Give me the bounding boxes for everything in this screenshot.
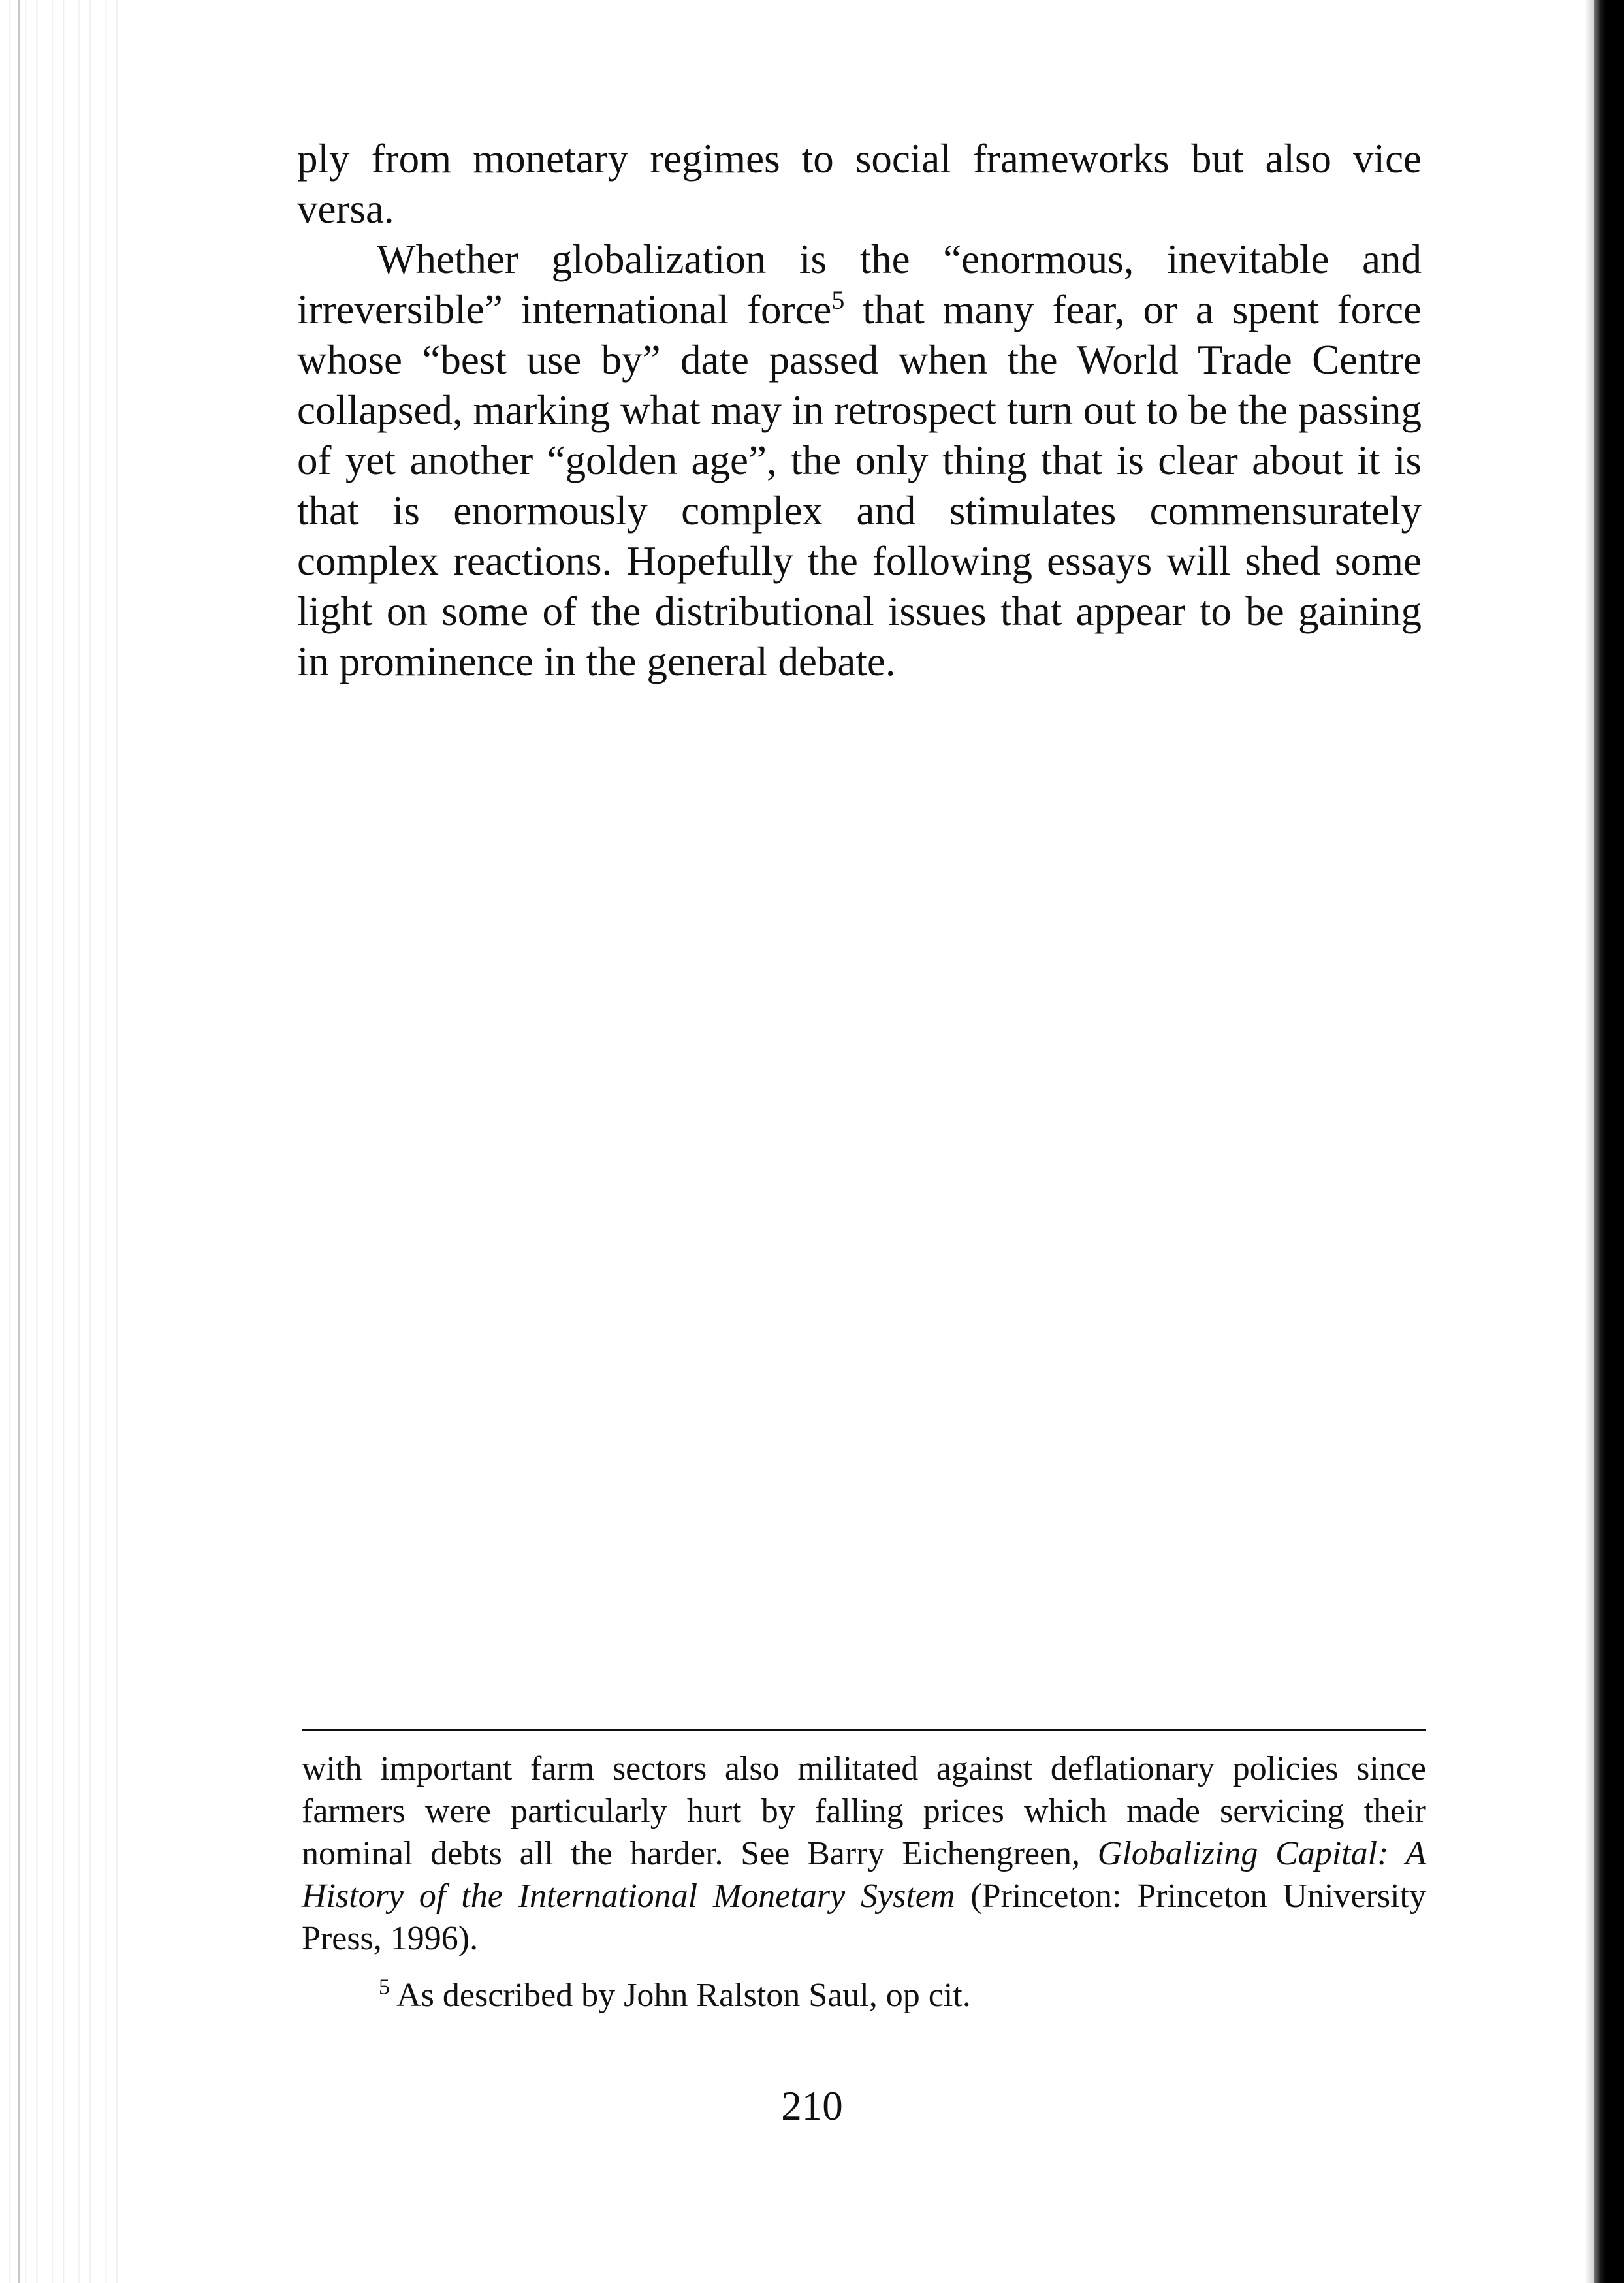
body-paragraph-2 [297, 234, 1422, 687]
footnotes [302, 1748, 1426, 2017]
body-text [297, 134, 1422, 687]
body-paragraph-1: ply from monetary regimes to social frameworks but also vice versa. [297, 136, 1422, 232]
footnote-separator-rule [302, 1729, 1426, 1731]
scan-left-edge-line [18, 0, 20, 2283]
body-paragraph-2-end: that many fear, or a spent force whose “best use by” date passed when the World Trade Centre collapsed, marking what may in retrospect turn out to be the passing of yet another “golden age”, the only thing that is clear about it is that is enormously complex and stimulates commensurately complex reactions. Hopefully the following essays will shed some light on some of the distributional issues that appear to be gaining in prominence in the general debate. [297, 287, 1422, 684]
footnote-continuation-text-1: with important farm sectors also militated against deflationary policies since farmers were particularly hurt by falling prices which made servicing their nominal debts all the harder. See Barry Eichengreen, [302, 1750, 1426, 1872]
body-paragraph-2-start: Whether globalization is the “enormous, inevitable and irreversible” international force [297, 236, 1422, 332]
footnote-continuation [302, 1748, 1426, 1960]
footnote-continuation-text-2: (Princeton: Princeton University Press, 1996). [302, 1877, 1426, 1957]
cited-book-title: Globalizing Capital: A History of the International Monetary System [302, 1835, 1427, 1915]
footnote-reference-5[interactable]: 5 [831, 285, 845, 315]
footnote-5-mark: 5 [379, 1975, 390, 2000]
page-number: 210 [781, 2083, 843, 2129]
scan-right-edge [1594, 0, 1624, 2283]
footnote-5 [302, 1974, 1426, 2017]
footnote-5-text: As described by John Ralston Saul, op cit. [390, 1977, 971, 2014]
scan-right-edge-shadow [1585, 0, 1594, 2283]
